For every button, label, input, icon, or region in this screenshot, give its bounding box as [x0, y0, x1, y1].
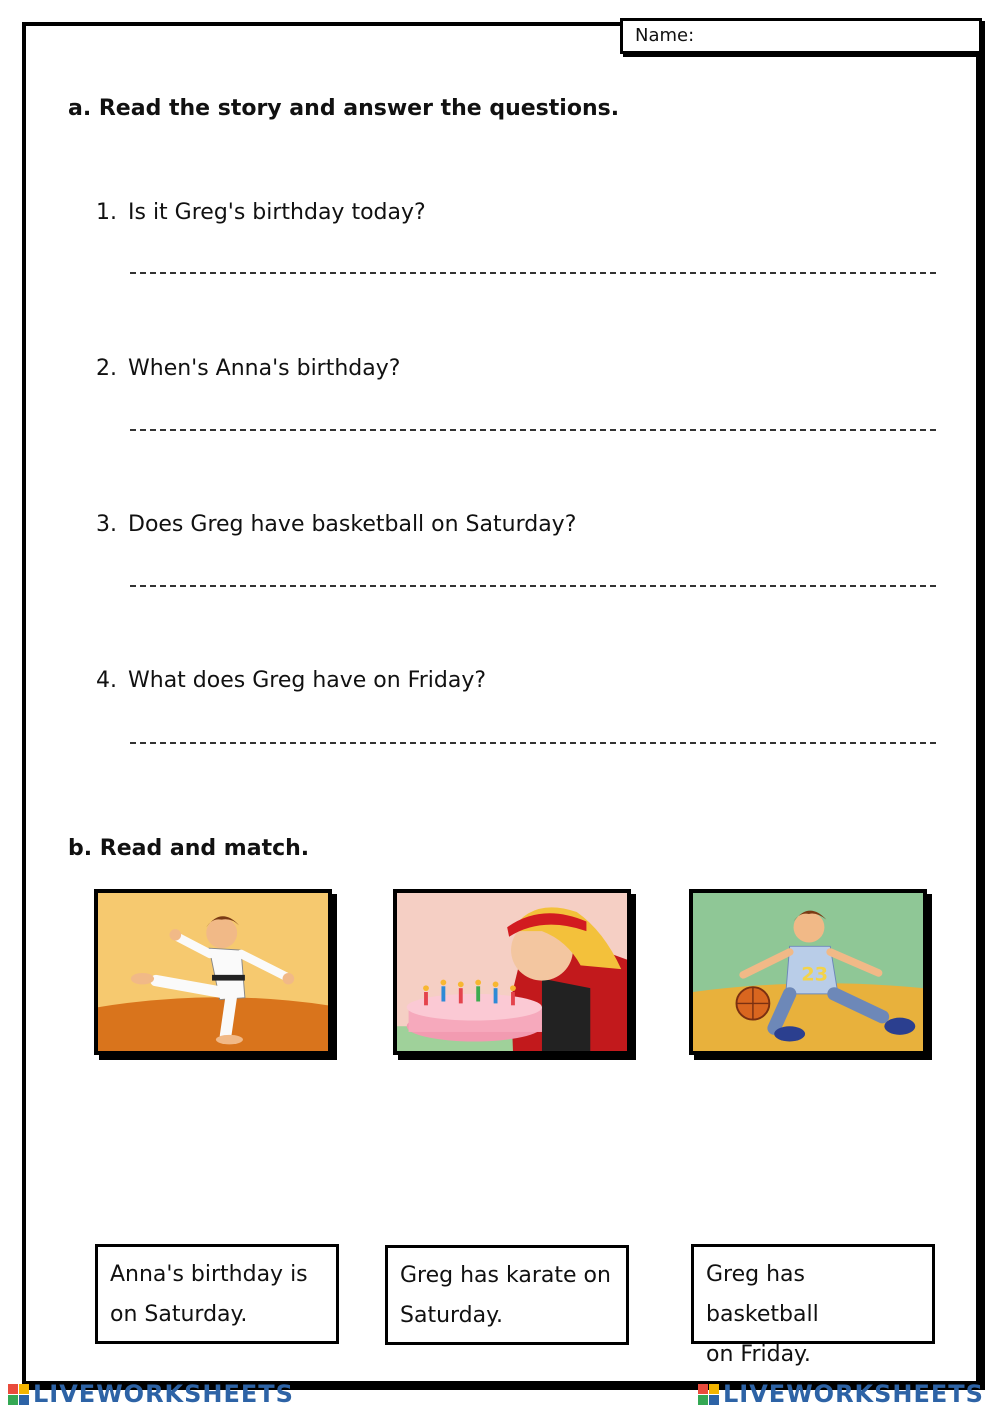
name-field[interactable] [620, 18, 982, 54]
question-2 [96, 356, 400, 381]
svg-text:23: 23 [801, 962, 829, 986]
sentence-line: Saturday. [400, 1303, 503, 1328]
karate-boy-picture[interactable] [94, 889, 332, 1055]
question-text: Does Greg have basketball on Saturday? [128, 512, 577, 537]
question-number: 3. [96, 512, 117, 537]
answer-line-3[interactable] [130, 585, 936, 587]
question-number: 4. [96, 668, 117, 693]
logo-text: LIVEWORKSHEETS [723, 1380, 984, 1408]
question-number: 2. [96, 356, 117, 381]
question-text: Is it Greg's birthday today? [128, 200, 426, 225]
answer-line-4[interactable] [130, 742, 936, 744]
match-sentence-1[interactable] [95, 1244, 339, 1344]
sentence-line: Greg has karate on [400, 1263, 611, 1288]
name-label: Name: [635, 25, 695, 46]
sentence-line: on Friday. [706, 1342, 811, 1367]
answer-line-1[interactable] [130, 272, 936, 274]
question-number: 1. [96, 200, 117, 225]
match-sentence-2[interactable] [385, 1245, 629, 1345]
sentence-line: Anna's birthday is [110, 1262, 308, 1287]
birthday-cake-girl-picture[interactable] [393, 889, 631, 1055]
liveworksheets-logo-icon [698, 1384, 719, 1405]
match-sentence-3[interactable] [691, 1244, 935, 1367]
question-text: When's Anna's birthday? [128, 356, 401, 381]
question-4 [96, 668, 486, 693]
sentence-line: on Saturday. [110, 1302, 248, 1327]
question-1 [96, 200, 426, 225]
liveworksheets-logo-right [698, 1380, 984, 1408]
liveworksheets-logo-icon [8, 1384, 29, 1405]
logo-text: LIVEWORKSHEETS [33, 1380, 294, 1408]
question-text: What does Greg have on Friday? [128, 668, 487, 693]
sentence-line: Greg has basketball [706, 1262, 819, 1327]
worksheet-frame [22, 22, 980, 1385]
question-3 [96, 512, 576, 537]
section-a-heading: a. Read the story and answer the questions. [68, 96, 620, 121]
basketball-boy-picture[interactable] [689, 889, 927, 1055]
liveworksheets-logo-left [8, 1380, 294, 1408]
section-b-heading: b. Read and match. [68, 836, 310, 861]
answer-line-2[interactable] [130, 429, 936, 431]
